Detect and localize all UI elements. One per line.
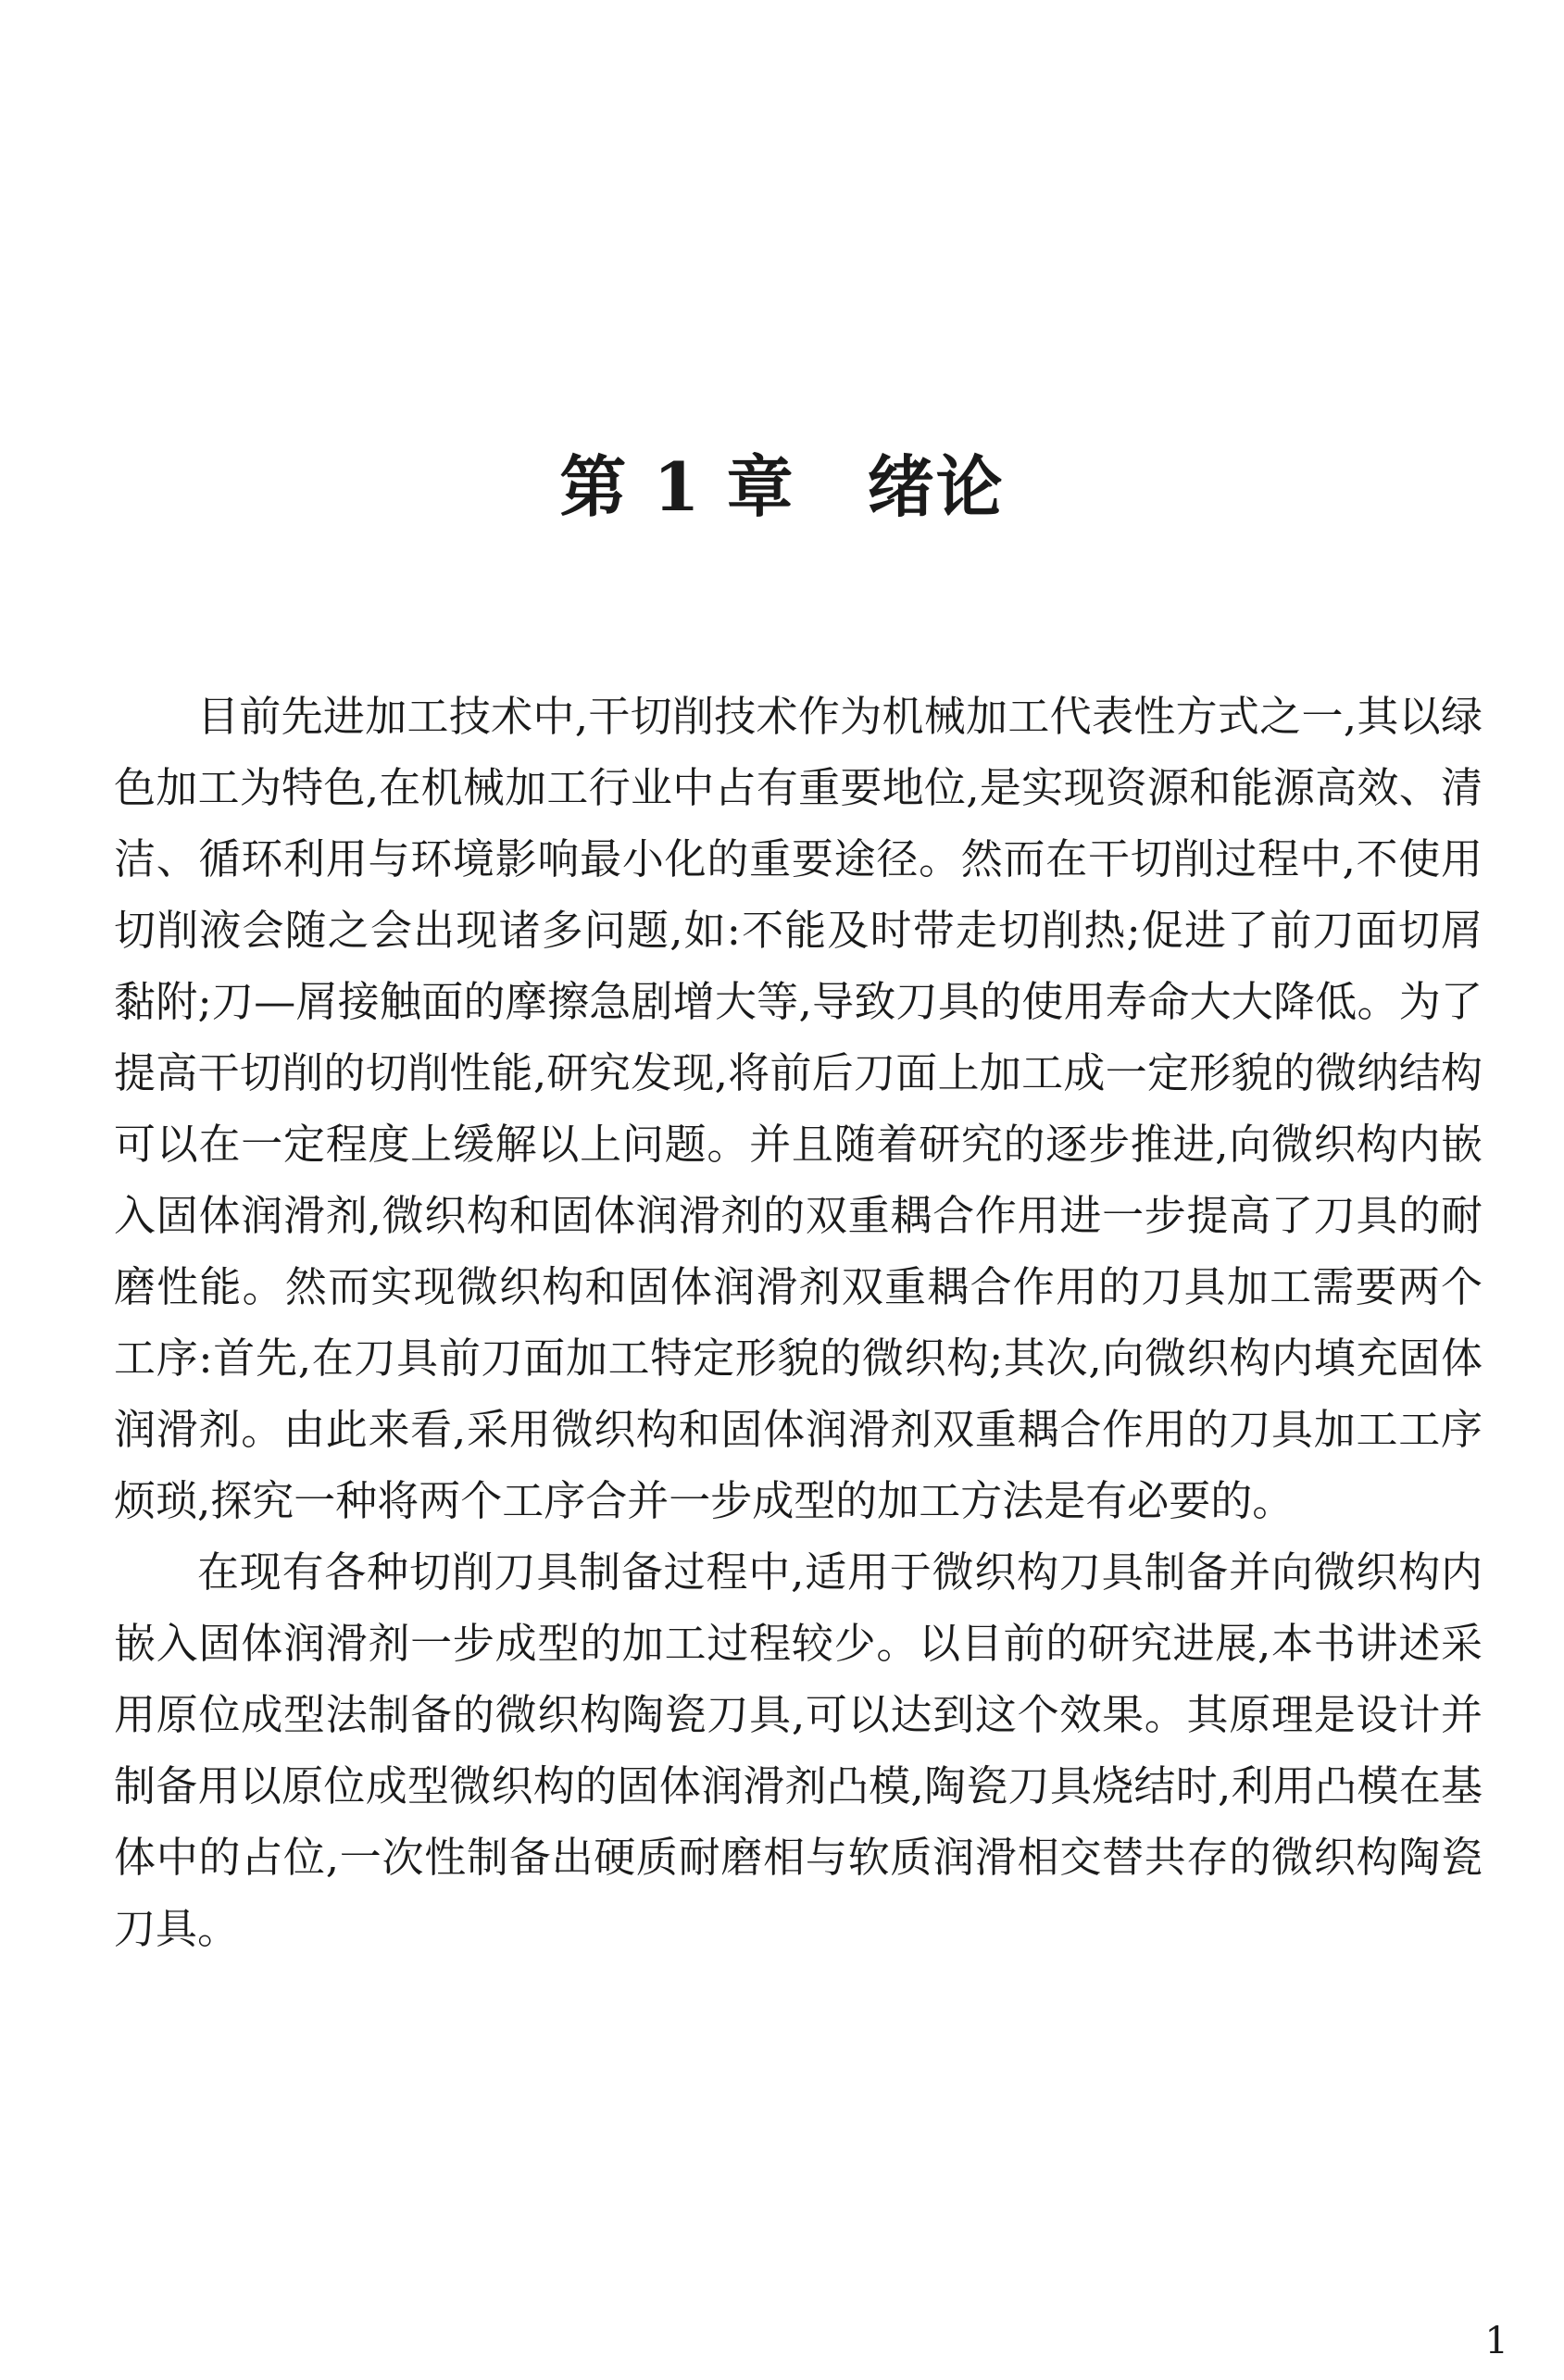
chapter-title-text: 绪论 (867, 447, 1005, 527)
paragraph-2: 在现有各种切削刀具制备过程中,适用于微织构刀具制备并向微织构内嵌入固体润滑剂一步成型的加工过程较少。以目前的研究进展,本书讲述采用原位成型法制备的微织构陶瓷刀具,可以达到这个效果。其原理是设计并制备用以原位成型微织构的固体润滑剂凸模,陶瓷刀具烧结时,利用凸模在基体中的占位,一次性制备出硬质耐磨相与软质润滑相交替共存的微织构陶瓷刀具。 (114, 1547, 1483, 1953)
page-number: 1 (1484, 2320, 1508, 2362)
chapter-label: 第 1 章 (559, 447, 795, 527)
paragraph-1: 目前先进加工技术中,干切削技术作为机械加工代表性方式之一,其以绿色加工为特色,在机械加工行业中占有重要地位,是实现资源和能源高效、清洁、循环利用与环境影响最小化的重要途径。然而在干切削过程中,不使用切削液会随之会出现诸多问题,如:不能及时带走切削热;促进了前刀面切屑黏附;刀—屑接触面的摩擦急剧增大等,导致刀具的使用寿命大大降低。为了提高干切削的切削性能,研究发现,将前后刀面上加工成一定形貌的微纳结构可以在一定程度上缓解以上问题。并且随着研究的逐步推进,向微织构内嵌入固体润滑剂,微织构和固体润滑剂的双重耦合作用进一步提高了刀具的耐磨性能。然而实现微织构和固体润滑剂双重耦合作用的刀具加工需要两个工序:首先,在刀具前刀面加工特定形貌的微织构;其次,向微织构内填充固体润滑剂。由此来看,采用微织构和固体润滑剂双重耦合作用的刀具加工工序烦琐,探究一种将两个工序合并一步成型的加工方法是有必要的。 (114, 692, 1483, 1525)
chapter-heading (0, 433, 1564, 530)
body-text (114, 681, 1483, 1964)
